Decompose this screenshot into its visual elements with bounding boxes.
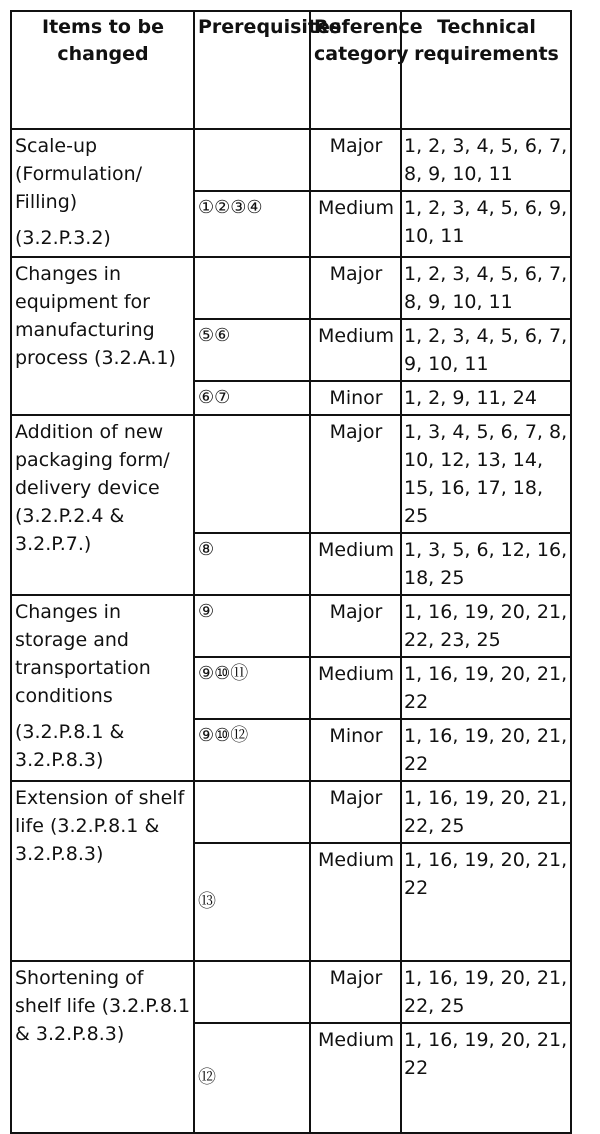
prereq-cell	[194, 257, 310, 319]
item-label: Changes in equipment for manufacturing process (3.2.A.1)	[15, 263, 176, 369]
prereq-cell: ⑤⑥	[194, 319, 310, 381]
category-cell: Medium	[310, 319, 401, 381]
item-section: (3.2.P.3.2)	[15, 227, 111, 249]
item-cell	[11, 961, 194, 1133]
prereq-cell: ①②③④	[194, 191, 310, 257]
change-requirements-table	[10, 10, 572, 1134]
table-row	[11, 129, 571, 191]
header-items: Items to be changed	[11, 11, 194, 129]
category-cell: Major	[310, 961, 401, 1023]
tech-cell: 1, 3, 5, 6, 12, 16, 18, 25	[401, 533, 571, 595]
prereq-cell: ⑨⑩⑫	[194, 719, 310, 781]
prereq-cell	[194, 961, 310, 1023]
prereq-cell: ⑫	[194, 1023, 310, 1133]
tech-cell: 1, 16, 19, 20, 21, 22	[401, 719, 571, 781]
tech-cell: 1, 3, 4, 5, 6, 7, 8, 10, 12, 13, 14, 15, 16, 17, 18, 25	[401, 415, 571, 533]
category-cell: Medium	[310, 1023, 401, 1133]
header-prerequisites: Prerequisites	[194, 11, 310, 129]
prereq-cell: ⑨⑩⑪	[194, 657, 310, 719]
item-section: (3.2.P.8.1 & 3.2.P.8.3)	[15, 721, 125, 771]
item-label: Scale-up (Formulation/ Filling)	[15, 135, 143, 213]
tech-cell: 1, 2, 3, 4, 5, 6, 7, 9, 10, 11	[401, 319, 571, 381]
header-row	[11, 11, 571, 129]
category-cell: Medium	[310, 843, 401, 961]
tech-cell: 1, 2, 3, 4, 5, 6, 7, 8, 9, 10, 11	[401, 129, 571, 191]
item-label: Changes in storage and transportation conditions	[15, 601, 151, 707]
category-cell: Major	[310, 257, 401, 319]
table-row	[11, 781, 571, 843]
prereq-cell	[194, 129, 310, 191]
category-cell: Medium	[310, 533, 401, 595]
tech-cell: 1, 16, 19, 20, 21, 22	[401, 843, 571, 961]
tech-cell: 1, 16, 19, 20, 21, 22, 25	[401, 781, 571, 843]
item-cell	[11, 595, 194, 781]
prereq-cell	[194, 781, 310, 843]
category-cell: Medium	[310, 657, 401, 719]
category-cell: Major	[310, 595, 401, 657]
prereq-cell: ⑬	[194, 843, 310, 961]
prereq-cell	[194, 415, 310, 533]
tech-cell: 1, 16, 19, 20, 21, 22	[401, 1023, 571, 1133]
item-cell	[11, 257, 194, 415]
item-cell	[11, 415, 194, 595]
tech-cell: 1, 16, 19, 20, 21, 22, 25	[401, 961, 571, 1023]
tech-cell: 1, 2, 3, 4, 5, 6, 7, 8, 9, 10, 11	[401, 257, 571, 319]
prereq-cell: ⑨	[194, 595, 310, 657]
header-reference-category: Reference category	[310, 11, 401, 129]
item-label: Addition of new packaging form/ delivery device (3.2.P.2.4 & 3.2.P.7.)	[15, 421, 170, 555]
item-cell	[11, 129, 194, 257]
tech-cell: 1, 16, 19, 20, 21, 22	[401, 657, 571, 719]
tech-cell: 1, 16, 19, 20, 21, 22, 23, 25	[401, 595, 571, 657]
table-row	[11, 595, 571, 657]
category-cell: Major	[310, 129, 401, 191]
item-label: Shortening of shelf life (3.2.P.8.1 & 3.2.P.8.3)	[15, 967, 191, 1045]
prereq-cell: ⑧	[194, 533, 310, 595]
category-cell: Major	[310, 415, 401, 533]
tech-cell: 1, 2, 9, 11, 24	[401, 381, 571, 415]
prereq-cell: ⑥⑦	[194, 381, 310, 415]
category-cell: Major	[310, 781, 401, 843]
table-row	[11, 961, 571, 1023]
category-cell: Minor	[310, 381, 401, 415]
header-technical-requirements: Technical requirements	[401, 11, 571, 129]
table-row	[11, 415, 571, 533]
tech-cell: 1, 2, 3, 4, 5, 6, 9, 10, 11	[401, 191, 571, 257]
item-label: Extension of shelf life (3.2.P.8.1 & 3.2.P.8.3)	[15, 787, 185, 865]
category-cell: Minor	[310, 719, 401, 781]
table-row	[11, 257, 571, 319]
category-cell: Medium	[310, 191, 401, 257]
item-cell	[11, 781, 194, 961]
